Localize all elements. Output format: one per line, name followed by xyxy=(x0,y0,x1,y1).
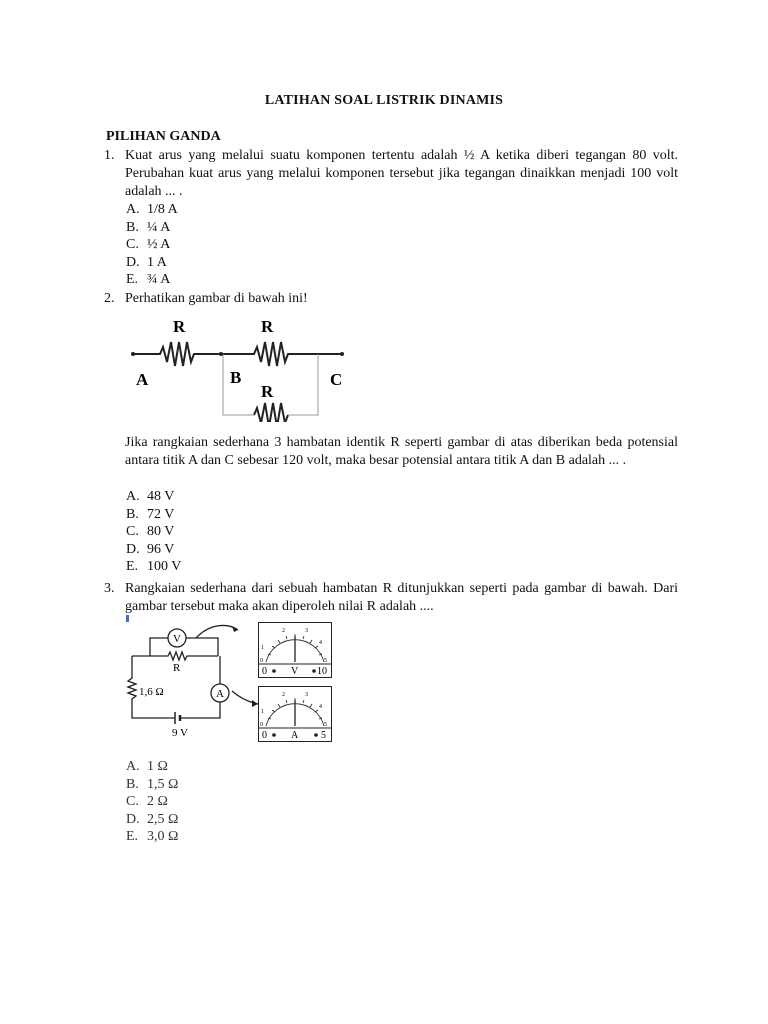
option-text: 48 V xyxy=(147,489,175,504)
option-letter: C. xyxy=(126,237,139,253)
resistor-2 xyxy=(221,342,342,366)
option-letter: B. xyxy=(126,776,139,792)
option-letter: E. xyxy=(126,829,139,845)
option-text: 100 V xyxy=(147,559,182,575)
ammeter-label: A xyxy=(216,688,224,700)
voltmeter-label: V xyxy=(173,633,181,645)
resistor-circuit-figure xyxy=(120,310,360,422)
node-c-dot xyxy=(340,352,344,356)
ammeter-tick-5: 5 xyxy=(324,722,327,728)
option-b xyxy=(126,219,178,237)
ammeter-terminal-pos xyxy=(314,733,318,737)
option-letter: D. xyxy=(126,254,140,270)
option-text: 3,0 Ω xyxy=(147,829,179,845)
question-2-options xyxy=(126,488,181,576)
ammeter-unit-label: A xyxy=(291,730,299,741)
option-letter: B. xyxy=(126,506,139,522)
option-letter: A. xyxy=(126,202,140,217)
option-c xyxy=(126,523,181,541)
question-2-body xyxy=(104,434,678,470)
question-1 xyxy=(104,147,678,201)
option-letter: E. xyxy=(126,559,139,575)
option-text: 80 V xyxy=(147,524,175,540)
option-text: 2,5 Ω xyxy=(147,811,179,827)
question-3-options xyxy=(126,758,178,846)
option-text: 1/8 A xyxy=(147,202,178,217)
voltmeter-terminal-neg xyxy=(272,669,276,673)
question-number: 1. xyxy=(104,148,115,163)
option-e xyxy=(126,558,181,576)
label-r1: R xyxy=(173,317,186,336)
question-text: Perhatikan gambar di bawah ini! xyxy=(125,291,308,306)
option-text: 2 Ω xyxy=(147,794,168,810)
option-c xyxy=(126,236,178,254)
option-e xyxy=(126,828,178,846)
voltmeter-zero-label: 0 xyxy=(260,658,263,664)
question-number: 2. xyxy=(104,291,115,306)
page-title: LATIHAN SOAL LISTRIK DINAMIS xyxy=(264,93,504,108)
label-b: B xyxy=(230,368,242,387)
option-e xyxy=(126,271,178,289)
label-r2: R xyxy=(261,317,274,336)
option-letter: D. xyxy=(126,811,140,827)
voltmeter-tick-4: 4 xyxy=(319,640,322,646)
question-text: Jika rangkaian sederhana 3 hambatan identik R seperti gambar di atas diberikan beda potensial antara titik A dan C sebesar 120 volt, maka besar potensial antara titik A dan B adalah ... . xyxy=(125,435,678,468)
voltmeter-tick-3: 3 xyxy=(305,628,308,634)
option-text: ½ A xyxy=(147,237,171,253)
option-letter: A. xyxy=(126,759,140,774)
option-b xyxy=(126,506,181,524)
question-number: 3. xyxy=(104,581,115,596)
option-text: ¼ A xyxy=(147,219,171,235)
voltmeter-unit-label: V xyxy=(291,666,299,677)
option-letter: B. xyxy=(126,219,139,235)
voltmeter-tick-2: 2 xyxy=(282,628,285,634)
resistor-3 xyxy=(254,403,288,422)
question-1-options xyxy=(126,201,178,289)
label-r3: R xyxy=(261,382,274,401)
option-text: 96 V xyxy=(147,541,175,557)
voltmeter-min-label: 0 xyxy=(262,666,267,677)
ammeter-display xyxy=(258,686,332,742)
option-d xyxy=(126,811,178,829)
ammeter-zero-label: 0 xyxy=(260,722,263,728)
option-letter: C. xyxy=(126,524,139,540)
node-a-dot xyxy=(131,352,135,356)
label-c: C xyxy=(330,370,343,389)
option-d xyxy=(126,254,178,272)
question-text: Rangkaian sederhana dari sebuah hambatan R ditunjukkan seperti pada gambar di bawah. Dari gambar tersebut maka akan diperoleh nilai R adalah .... xyxy=(125,581,678,614)
option-a xyxy=(126,201,178,219)
ammeter-terminal-neg xyxy=(272,733,276,737)
internal-resistance-label: 1,6 Ω xyxy=(139,686,164,698)
section-heading: PILIHAN GANDA xyxy=(106,129,221,144)
option-text: ¾ A xyxy=(147,272,171,288)
ammeter-tick-4: 4 xyxy=(319,704,322,710)
label-a: A xyxy=(136,370,149,389)
option-text: 1,5 Ω xyxy=(147,776,179,792)
voltmeter-tick-1: 1 xyxy=(261,645,264,651)
ammeter-tick-1: 1 xyxy=(261,709,264,715)
resistor-label: R xyxy=(173,662,181,674)
voltmeter-terminal-pos xyxy=(312,669,316,673)
option-letter: C. xyxy=(126,794,139,810)
option-letter: A. xyxy=(126,489,140,504)
resistor-1 xyxy=(133,342,221,366)
node-b-dot xyxy=(219,352,223,356)
option-b xyxy=(126,776,178,794)
voltmeter-tick-5: 5 xyxy=(324,658,327,664)
ammeter-tick-2: 2 xyxy=(282,692,285,698)
ammeter-tick-3: 3 xyxy=(305,692,308,698)
option-text: 72 V xyxy=(147,506,175,522)
wire-right-branch xyxy=(288,354,318,415)
option-a xyxy=(126,488,181,506)
ammeter-min-label: 0 xyxy=(262,730,267,741)
option-a xyxy=(126,758,178,776)
option-letter: E. xyxy=(126,272,139,288)
ammeter-max-label: 5 xyxy=(321,730,326,741)
option-text: 1 Ω xyxy=(147,759,168,774)
question-2 xyxy=(104,290,678,308)
option-d xyxy=(126,541,181,559)
option-letter: D. xyxy=(126,541,140,557)
option-text: 1 A xyxy=(147,254,167,270)
resistor-r xyxy=(132,652,218,660)
question-text: Kuat arus yang melalui suatu komponen tertentu adalah ½ A ketika diberi tegangan 80 volt. Perubahan kuat arus yang melalui komponen tersebut jika tegangan dinaikkan menjadi 100 volt adalah ... . xyxy=(125,148,678,199)
voltmeter-max-label: 10 xyxy=(317,666,327,677)
option-c xyxy=(126,793,178,811)
battery-label: 9 V xyxy=(172,727,188,739)
arrow-to-voltmeter-display xyxy=(196,625,238,638)
voltmeter-display xyxy=(258,622,332,678)
question-3 xyxy=(104,580,678,616)
